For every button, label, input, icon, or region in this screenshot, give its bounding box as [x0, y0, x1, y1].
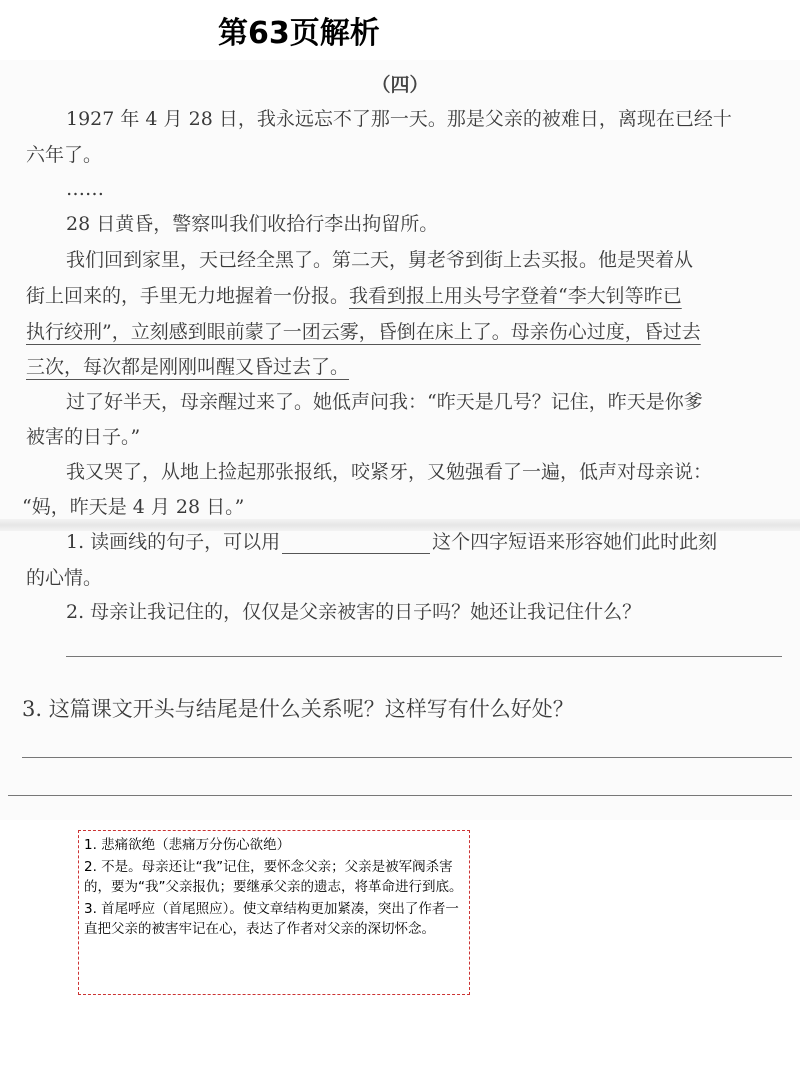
answer-1: 1. 悲痛欲绝（悲痛万分伤心欲绝）	[84, 837, 291, 853]
passage-line: 被害的日子。”	[26, 426, 141, 448]
answer-line	[66, 656, 782, 657]
underlined-sentence: 执行绞刑”，立刻感到眼前蒙了一团云雾，昏倒在床上了。母亲伤心过度，昏过去	[26, 321, 701, 343]
question-1-cont: 的心情。	[26, 567, 103, 589]
underlined-sentence: 我看到报上用头号字登着“李大钊等昨已	[349, 285, 682, 307]
passage-line: “妈，昨天是 4 月 28 日。”	[22, 496, 245, 518]
question-text: 这个四字短语来形容她们此时此刻	[432, 531, 718, 553]
section-label: （四）	[371, 74, 429, 96]
passage-line: 六年了。	[26, 144, 103, 166]
question-2: 2. 母亲让我记住的，仅仅是父亲被害的日子吗？她还让我记住什么？	[66, 601, 642, 623]
underlined-sentence: 三次，每次都是刚刚叫醒又昏过去了。	[26, 356, 350, 378]
question-3: 3. 这篇课文开头与结尾是什么关系呢？这样写有什么好处？	[22, 697, 574, 721]
passage-line: 28 日黄昏，警察叫我们收拾行李出拘留所。	[66, 213, 439, 235]
answer-blank	[282, 535, 430, 554]
passage-line: 我们回到家里，天已经全黑了。第二天，舅老爷到街上去买报。他是哭着从	[66, 249, 694, 271]
question-1	[66, 530, 717, 554]
answer-3: 3. 首尾呼应（首尾照应）。使文章结构更加紧凑，突出了作者一直把父亲的被害牢记在心，表达了作者对父亲的深切怀念。	[84, 901, 459, 937]
answer-key-box	[78, 830, 470, 995]
passage-line: 过了好半天，母亲醒过来了。她低声问我：“昨天是几号？记住，昨天是你爹	[66, 391, 703, 413]
question-text: 1. 读画线的句子，可以用	[66, 531, 281, 553]
answer-line	[22, 757, 792, 758]
passage-line: 我又哭了，从地上捡起那张报纸，咬紧牙，又勉强看了一遍，低声对母亲说：	[66, 461, 713, 483]
answer-2: 2. 不是。母亲还让“我”记住，要怀念父亲；父亲是被军阀杀害的，要为“我”父亲报仇；要继承父亲的遗志，将革命进行到底。	[84, 859, 463, 895]
answer-line	[8, 795, 792, 796]
passage-line: 1927 年 4 月 28 日，我永远忘不了那一天。那是父亲的被难日，离现在已经十	[66, 108, 732, 130]
passage-text: 街上回来的，手里无力地握着一份报。	[26, 285, 350, 307]
page-title: 第63页解析	[218, 16, 380, 51]
passage-line	[26, 284, 682, 308]
passage-ellipsis: ……	[66, 178, 104, 200]
